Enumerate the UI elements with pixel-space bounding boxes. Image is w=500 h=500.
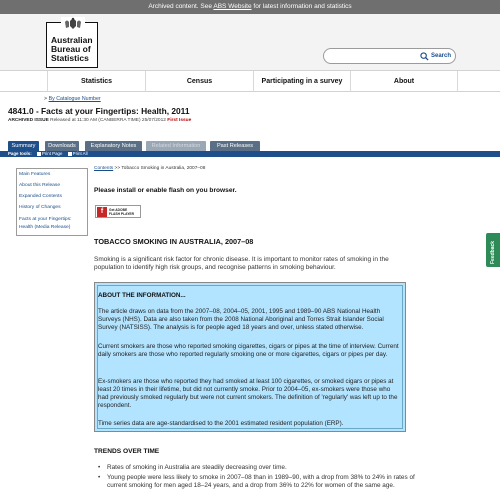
page-tools-label: Page tools: [8, 151, 32, 156]
feedback-label: Feedback [490, 240, 496, 264]
content-breadcrumb [94, 166, 205, 171]
flash-icon: f [97, 207, 107, 217]
get-flash-button[interactable] [95, 205, 141, 218]
breadcrumb-catalogue-link[interactable]: By Catalogue Number [48, 96, 101, 102]
trends-heading: TRENDS OVER TIME [94, 448, 160, 455]
print-page-label: Print Page [41, 151, 63, 156]
archive-banner [0, 0, 500, 14]
leftnav-history-of-changes[interactable]: History of Changes [19, 205, 61, 210]
site-header [0, 14, 500, 70]
print-all-link[interactable] [68, 151, 88, 157]
print-page-link[interactable] [37, 151, 63, 157]
tab-past-releases[interactable]: Past Releases [210, 141, 260, 151]
search-input[interactable] [330, 51, 420, 61]
leftnav-media-release-line-2[interactable]: Health (Media Release) [19, 225, 71, 230]
flash-message: Please install or enable flash on you browser. [94, 187, 237, 194]
leftnav-main-features[interactable]: Main Features [19, 172, 51, 177]
feedback-tab[interactable] [486, 233, 500, 267]
tab-downloads[interactable]: Downloads [45, 141, 79, 151]
archived-issue-label: ARCHIVED ISSUE [8, 118, 49, 123]
tab-related-information: Related Information [146, 141, 206, 151]
infobox-heading: ABOUT THE INFORMATION... [98, 292, 186, 299]
nav-participating-in-a-survey[interactable]: Participating in a survey [253, 71, 350, 92]
abs-logo[interactable] [46, 22, 98, 68]
release-info [8, 118, 191, 123]
about-information-box [94, 282, 406, 432]
nav-about[interactable]: About [350, 71, 458, 92]
search-button-label: Search [430, 53, 451, 59]
banner-suffix: for latest information and statistics [251, 3, 352, 10]
content-breadcrumb-rest: >> Tobacco Smoking in Australia, 2007–08 [113, 166, 206, 171]
nav-statistics[interactable]: Statistics [47, 71, 145, 92]
coat-of-arms-icon [61, 17, 85, 31]
section-title: TOBACCO SMOKING IN AUSTRALIA, 2007–08 [94, 237, 254, 246]
list-item: • Rates of smoking in Australia are steadily decreasing over time. [98, 464, 418, 472]
breadcrumb-prefix: > [44, 96, 49, 102]
release-time: Released at 11:30 AM (CANBERRA TIME) 25/07/2012 [48, 118, 168, 123]
contents-link[interactable]: Contents [94, 166, 114, 171]
breadcrumb [44, 96, 101, 102]
trends-list [98, 464, 418, 492]
flash-line-2: FLASH PLAYER [109, 212, 134, 216]
infobox-paragraph-2: Current smokers are those who reported smoking cigarettes, cigars or pipes at the time of interview. Current daily smokers are those who reported regularly smoking one or more cigarettes, cigars or pipes per day. [98, 343, 399, 358]
search-box [323, 48, 456, 64]
print-all-label: Print All [72, 151, 88, 156]
tab-explanatory-notes[interactable]: Explanatory Notes [85, 141, 142, 151]
leftnav-about-release[interactable]: About this Release [19, 183, 61, 188]
tab-summary[interactable]: Summary [8, 141, 39, 151]
banner-prefix: Archived content. See [148, 3, 214, 10]
logo-line-2: Bureau of [51, 44, 91, 54]
main-nav [0, 70, 500, 92]
print-icon [37, 152, 41, 156]
flash-line-1: Get ADOBE [109, 208, 128, 212]
flash-button-text [109, 208, 134, 216]
leftnav-expanded-contents[interactable]: Expanded Contents [19, 194, 62, 199]
page-tools [0, 151, 500, 157]
left-nav [16, 168, 88, 236]
infobox-paragraph-3: Ex-smokers are those who reported they had smoked at least 100 cigarettes, or smoked cigars or pipes at least 20 times in their lifetime, but did not currently smoke. Prior to 2004–05, ex-smokers were those who had previously smoked regularly but were not current smokers. The definition of 'regularly' was left up to the respondent. [98, 378, 398, 409]
first-issue-link[interactable]: First Issue [167, 118, 192, 123]
leftnav-media-release-line-1[interactable]: Facts at your Fingertips: [19, 217, 72, 222]
logo-text [51, 36, 97, 63]
nav-census[interactable]: Census [145, 71, 253, 92]
abs-website-link[interactable]: ABS Website [213, 3, 252, 10]
print-all-icon [68, 152, 72, 156]
page-title: 4841.0 - Facts at your Fingertips: Health, 2011 [8, 106, 190, 116]
logo-line-3: Statistics [51, 53, 89, 63]
infobox-paragraph-4: Time series data are age-standardised to the 2001 estimated resident population (ERP). [98, 420, 344, 427]
search-icon [420, 52, 429, 61]
intro-paragraph: Smoking is a significant risk factor for chronic disease. It is important to monitor rates of smoking in the population to identify high risk groups, and recognise patterns in smoking behaviour. [94, 256, 389, 271]
list-item: • Young people were less likely to smoke in 2007–08 than in 1989–90, with a drop from 38% to 24% in rates of current smoking for men aged 18–24 years, and a drop from 36% to 22% for women of the same age. [98, 474, 418, 490]
infobox-paragraph-1: The article draws on data from the 2007–08, 2004–05, 2001, 1995 and 1989–90 ABS National Health Surveys (NHS). Data are also taken from the 2008 National Aboriginal and Torres Strait Islander Social Survey (NATSISS). The analysis is for people aged 18 years and over, unless stated otherwise. [98, 308, 384, 331]
search-button[interactable] [420, 50, 451, 62]
logo-line-1: Australian [51, 35, 93, 45]
